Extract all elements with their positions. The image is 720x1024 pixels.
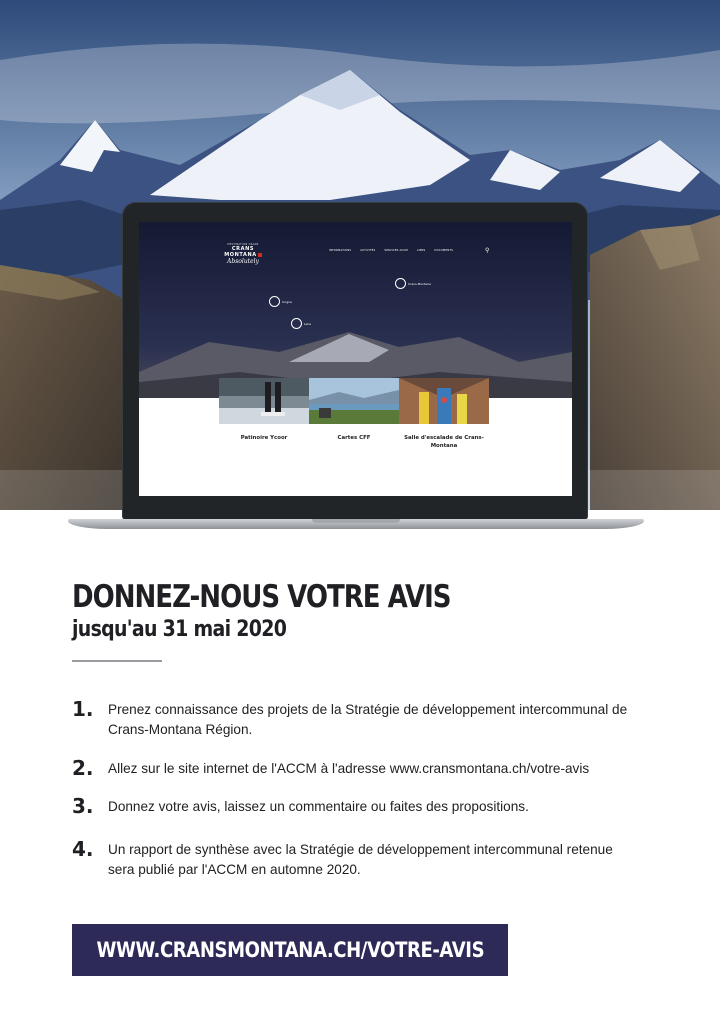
nav-item-informations[interactable]: INFORMATIONS xyxy=(329,249,352,252)
step-text: Un rapport de synthèse avec la Stratégie de développement intercommunal retenue sera publié par l'ACCM en automne 2020. xyxy=(108,842,613,877)
card-label-patinoire[interactable]: Patinoire Ycoor xyxy=(240,435,288,441)
laptop-screen xyxy=(139,222,572,496)
nav-item-activites[interactable]: ACTIVITÉS xyxy=(360,249,376,252)
card-label-cartes-cff[interactable]: Cartes CFF xyxy=(337,435,371,441)
step-text: Prenez connaissance des projets de la Stratégie de développement intercommunal de Crans-Montana Région. xyxy=(108,702,628,737)
nav-item-liens[interactable]: LIENS xyxy=(416,249,426,252)
website-url-text[interactable]: WWW.CRANSMONTANA.CH/VOTRE-AVIS xyxy=(96,938,484,962)
map-pin-crans-montana[interactable]: Crans-Montana xyxy=(395,278,431,289)
pin-ring-icon xyxy=(291,318,302,329)
website-card-labels xyxy=(219,434,489,450)
nav-item-documents[interactable]: DOCUMENTS xyxy=(434,249,453,252)
map-pin-lens[interactable]: Lens xyxy=(291,318,311,329)
step-text: Allez sur le site internet de l'ACCM à l'adresse www.cransmontana.ch/votre-avis xyxy=(108,761,590,776)
laptop-notch xyxy=(312,519,400,523)
pin-ring-icon xyxy=(269,296,280,307)
step-number: 1. xyxy=(72,697,94,721)
website-url-banner[interactable] xyxy=(72,924,508,976)
search-icon[interactable]: ⚲ xyxy=(485,247,490,254)
swiss-flag-icon xyxy=(258,253,262,257)
pin-ring-icon xyxy=(395,278,406,289)
deadline-subtitle: jusqu'au 31 mai 2020 xyxy=(72,617,287,642)
step-number: 4. xyxy=(72,837,94,861)
headline: DONNEZ-NOUS VOTRE AVIS xyxy=(72,579,451,615)
nav-item-services[interactable]: SERVICES ACCM xyxy=(384,249,408,252)
step-number: 2. xyxy=(72,756,94,780)
logo-script-text: Absolutely xyxy=(227,258,259,265)
card-image-patinoire[interactable] xyxy=(219,378,309,424)
card-label-escalade[interactable]: Salle d'escalade de Crans-Montana xyxy=(404,435,484,449)
map-pin-icogne[interactable]: Icogne xyxy=(269,296,292,307)
step-text: Donnez votre avis, laissez un commentaire ou faites des propositions. xyxy=(108,799,529,814)
card-image-cartes-cff[interactable] xyxy=(309,378,399,424)
website-logo[interactable] xyxy=(215,243,271,265)
website-cards xyxy=(219,378,489,424)
website-hero xyxy=(139,222,572,398)
step-number: 3. xyxy=(72,794,94,818)
card-image-escalade[interactable] xyxy=(399,378,489,424)
logo-small-text: DESTINATION CRANS xyxy=(227,243,259,246)
website-nav xyxy=(329,249,453,252)
logo-brand-text: CRANS MONTANA xyxy=(224,246,257,258)
divider xyxy=(72,660,162,662)
